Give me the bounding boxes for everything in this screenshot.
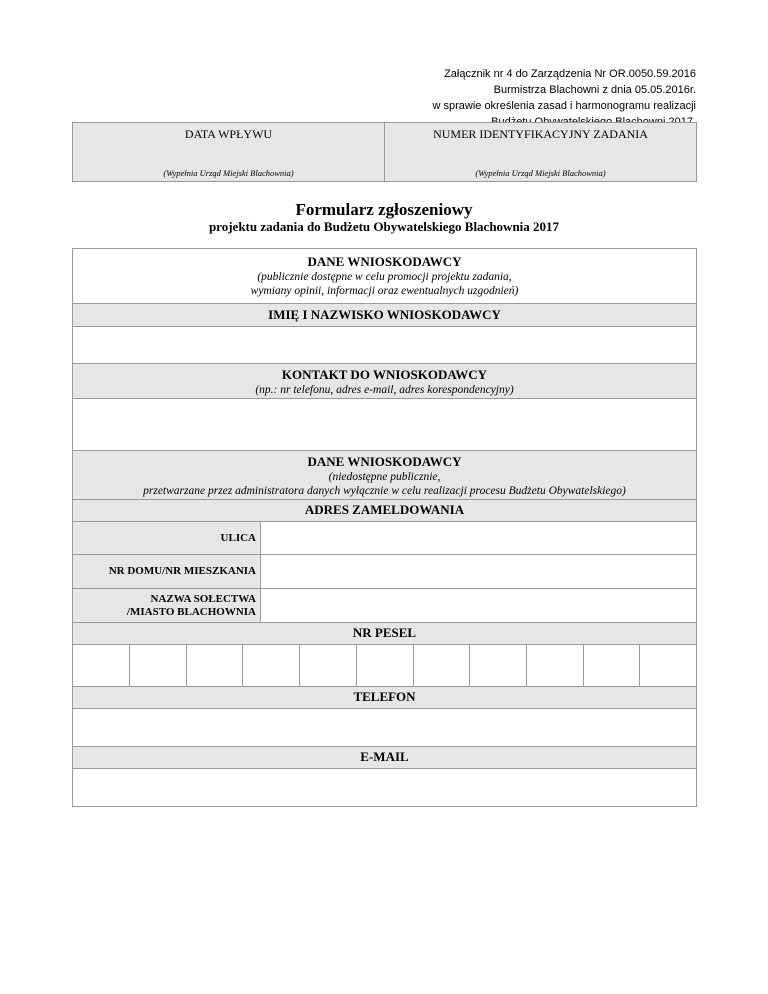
pesel-grid [73, 645, 696, 687]
house-number-field[interactable] [261, 555, 696, 588]
private-data-heading: DANE WNIOSKODAWCY [307, 454, 462, 469]
task-id-hint: (Wypełnia Urząd Miejski Blachownia) [475, 168, 606, 178]
name-field[interactable] [73, 327, 696, 364]
pesel-digit-cell[interactable] [584, 645, 641, 686]
form-title: Formularz zgłoszeniowy [295, 200, 473, 219]
annex-note [376, 66, 696, 130]
pesel-digit-cell[interactable] [527, 645, 584, 686]
pesel-digit-cell[interactable] [414, 645, 471, 686]
public-data-heading: DANE WNIOSKODAWCY [307, 254, 462, 269]
locality-label [73, 589, 261, 622]
public-data-header [73, 249, 696, 304]
email-header [73, 747, 696, 769]
locality-label-line: NAZWA SOŁECTWA [150, 592, 256, 605]
house-number-row [73, 555, 696, 589]
pesel-digit-cell[interactable] [187, 645, 244, 686]
pesel-label: NR PESEL [352, 625, 417, 640]
form-subtitle: projektu zadania do Budżetu Obywatelskiego Blachownia 2017 [208, 219, 560, 234]
task-id-caption: NUMER IDENTYFIKACYJNY ZADANIA [433, 127, 648, 141]
receipt-date-box[interactable] [73, 123, 385, 182]
annex-line: Załącznik nr 4 do Zarządzenia Nr OR.0050.59.2016 [444, 68, 696, 80]
pesel-digit-cell[interactable] [357, 645, 414, 686]
application-form [72, 248, 697, 807]
public-data-note: wymiany opinii, informacji oraz ewentualnych uzgodnień) [250, 285, 519, 297]
pesel-digit-cell[interactable] [470, 645, 527, 686]
pesel-digit-cell[interactable] [640, 645, 696, 686]
private-data-header [73, 451, 696, 500]
address-heading: ADRES ZAMELDOWANIA [304, 502, 465, 517]
email-field[interactable] [73, 769, 696, 806]
task-id-box[interactable] [385, 123, 697, 182]
name-header [73, 304, 696, 327]
phone-field[interactable] [73, 709, 696, 747]
contact-note: (np.: nr telefonu, adres e-mail, adres korespondencyjny) [255, 384, 514, 396]
address-header [73, 500, 696, 522]
locality-label-line: /MIASTO BLACHOWNIA [126, 605, 256, 618]
contact-field[interactable] [73, 399, 696, 451]
street-field[interactable] [261, 522, 696, 554]
contact-header [73, 364, 696, 399]
private-data-note: przetwarzane przez administratora danych wyłącznie w celu realizacji procesu Budżetu Obywatelskiego) [143, 485, 626, 497]
street-row [73, 522, 696, 555]
public-data-note: (publicznie dostępne w celu promocji projektu zadania, [257, 271, 512, 283]
email-label: E-MAIL [360, 749, 409, 764]
phone-header [73, 687, 696, 709]
contact-heading: KONTAKT DO WNIOSKODAWCY [281, 367, 488, 382]
pesel-digit-cell[interactable] [300, 645, 357, 686]
pesel-digit-cell[interactable] [130, 645, 187, 686]
pesel-digit-cell[interactable] [243, 645, 300, 686]
annex-line: w sprawie określenia zasad i harmonogramu realizacji [432, 100, 696, 112]
receipt-date-hint: (Wypełnia Urząd Miejski Blachownia) [163, 168, 294, 178]
locality-row [73, 589, 696, 623]
header-table [72, 122, 697, 182]
receipt-date-caption: DATA WPŁYWU [184, 127, 273, 141]
locality-field[interactable] [261, 589, 696, 622]
annex-line: Burmistrza Blachowni z dnia 05.05.2016r. [493, 84, 696, 96]
name-label: IMIĘ I NAZWISKO WNIOSKODAWCY [268, 307, 501, 322]
pesel-digit-cell[interactable] [73, 645, 130, 686]
street-label: ULICA [73, 522, 261, 554]
private-data-note: (niedostępne publicznie, [328, 471, 441, 483]
pesel-header [73, 623, 696, 645]
phone-label: TELEFON [353, 689, 416, 704]
house-number-label: NR DOMU/NR MIESZKANIA [73, 555, 261, 588]
